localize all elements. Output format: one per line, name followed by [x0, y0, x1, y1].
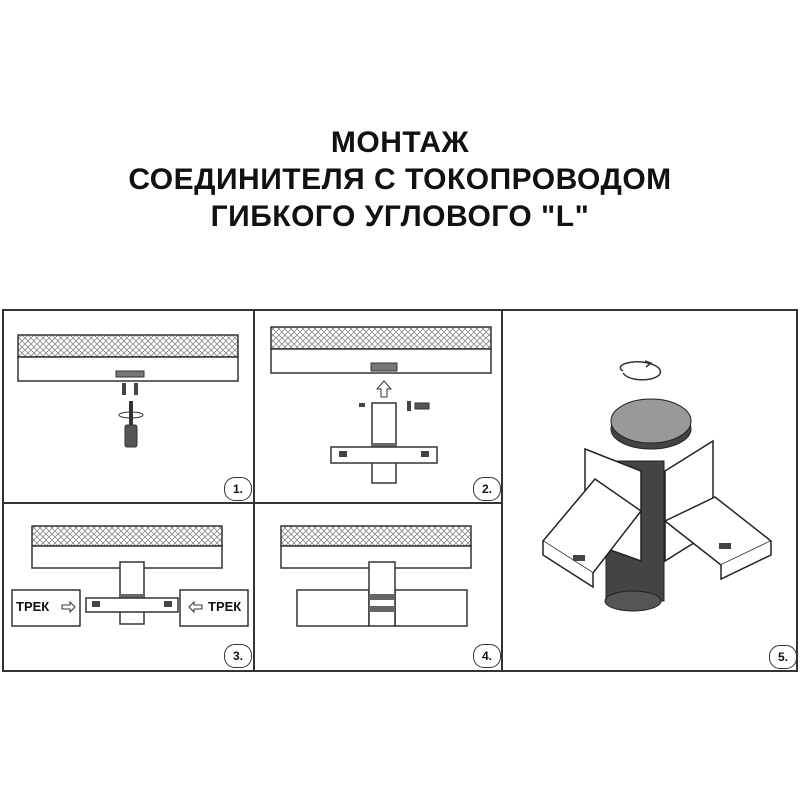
track-coupler: [86, 598, 178, 612]
track-coupler: [331, 447, 437, 463]
track-right: [395, 590, 467, 626]
step-3-panel: [2, 502, 255, 672]
connector-body: [120, 562, 144, 624]
step-4-illustration: [255, 504, 505, 674]
ceiling-hatch: [18, 335, 238, 357]
track-left: [297, 590, 369, 626]
arrow-up-icon: [377, 381, 391, 397]
instruction-title: [0, 124, 800, 235]
step-5-panel: [501, 309, 798, 672]
step-3-illustration: [4, 504, 257, 674]
mounting-plate: [371, 363, 397, 371]
title-line-1: МОНТАЖ: [330, 126, 470, 159]
ceiling-hatch: [271, 327, 491, 349]
title-line-3: ГИБКОГО УГЛОВОГО "L": [210, 200, 590, 233]
step-number-4: 4.: [473, 644, 501, 668]
rotate-icon: [620, 361, 660, 380]
track-label-left: ТРЕК: [16, 599, 50, 614]
step-2-panel: [253, 309, 503, 504]
step-number-1: 1.: [224, 477, 252, 501]
screw-icon: [122, 383, 138, 395]
step-1-panel: [2, 309, 255, 504]
step-1-illustration: [4, 311, 257, 506]
step-number-5: 5.: [769, 645, 797, 669]
connector-body: [372, 403, 396, 483]
connector-body: [369, 562, 395, 626]
step-5-illustration: [503, 311, 800, 674]
ceiling-hatch: [281, 526, 471, 546]
step-number-3: 3.: [224, 644, 252, 668]
track-label-right: ТРЕК: [208, 599, 242, 614]
connector-head: [611, 399, 691, 449]
ceiling-hatch: [32, 526, 222, 546]
title-line-2: СОЕДИНИТЕЛЯ С ТОКОПРОВОДОМ: [128, 163, 672, 196]
step-number-2: 2.: [473, 477, 501, 501]
screwdriver-icon: [119, 401, 143, 447]
mounting-plate: [116, 371, 144, 377]
step-2-illustration: [255, 311, 505, 506]
step-4-panel: [253, 502, 503, 672]
